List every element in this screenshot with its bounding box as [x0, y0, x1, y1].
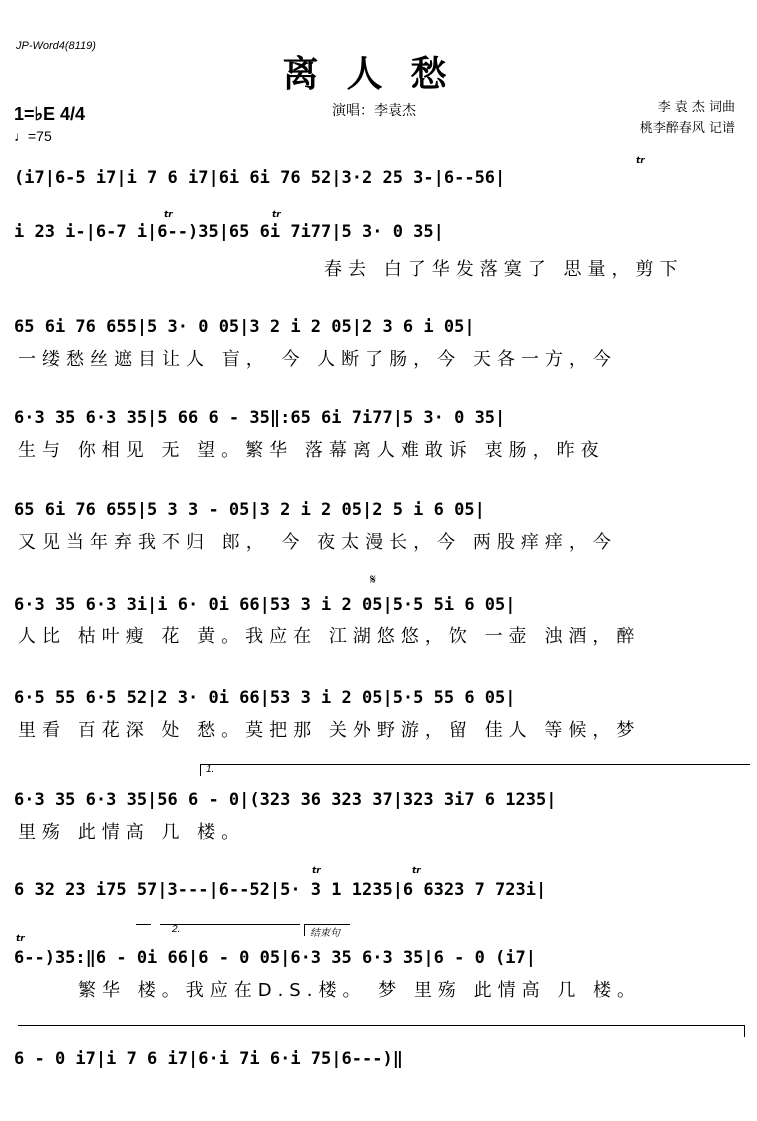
- segno-mark: 𝄋: [370, 571, 377, 587]
- notation-line: i 23 i-|6-7 i|6--)35|65 6i 7i77|5 3· 0 35|: [14, 222, 444, 242]
- notation-line: 6·5 55 6·5 52|2 3· 0i 66|53 3 i 2 05|5·5 55 6 05|: [14, 688, 516, 708]
- volta-bracket: [160, 924, 300, 925]
- ending-bracket-start: [304, 924, 305, 936]
- score-row: [14, 866, 744, 910]
- score-row: [14, 924, 744, 978]
- continuation-bracket: [18, 1025, 744, 1026]
- continuation-bracket-end: [744, 1025, 745, 1037]
- notation-line: 6·3 35 6·3 3i|i 6· 0i 66|53 3 i 2 05|5·5 5i 6 05|: [14, 595, 516, 615]
- lyric-line: 一缕愁丝遮目让人 盲， 今 人断了肠，今 天各一方，今: [18, 349, 617, 370]
- notation-line: 6 - 0 i7|i 7 6 i7|6·i 7i 6·i 75|6---)‖: [14, 1049, 403, 1069]
- lyric-line: 人比 枯叶瘦 花 黄。我应在 江湖悠悠，饮 一壶 浊酒，醉: [18, 626, 641, 647]
- trill-mark: tr: [636, 156, 645, 166]
- volta-1-label: 1.: [206, 764, 215, 775]
- lyric-line: 里殇 此情高 几 楼。: [18, 822, 246, 843]
- volta-2-label: 2.: [172, 924, 181, 935]
- ending-label: 结束句: [310, 928, 340, 939]
- lyric-line: 繁华 楼。我应在D.S.楼。 梦 里殇 此情高 几 楼。: [78, 980, 642, 1001]
- notation-line: (i7|6-5 i7|i 7 6 i7|6i 6i 76 52|3·2 25 3-|6--56|: [14, 168, 506, 188]
- lyric-line: 里看 百花深 处 愁。莫把那 关外野游，留 佳人 等候，梦: [18, 720, 641, 741]
- singer-credit: 演唱：李袁杰: [332, 103, 416, 119]
- score-row: [14, 156, 744, 198]
- score-row: [14, 1045, 744, 1079]
- trill-mark: tr: [312, 866, 321, 876]
- score-row: [14, 404, 744, 438]
- score-row: [14, 210, 744, 252]
- score-row: [14, 684, 744, 718]
- score-row: [14, 764, 744, 820]
- lyric-line: 春去 白了华发落寞了 思量，剪下: [324, 259, 684, 280]
- trill-mark: tr: [164, 210, 173, 220]
- composer-credit: 李 袁 杰 词曲: [657, 100, 735, 115]
- trill-mark: tr: [16, 934, 25, 944]
- volta-bracket-end: [200, 764, 201, 776]
- lyric-line: 生与 你相见 无 望。繁华 落幕离人难敢诉 衷肠，昨夜: [18, 440, 605, 461]
- tempo-marking: ♩=75: [14, 128, 52, 144]
- score-row: [14, 496, 744, 530]
- notation-line: 65 6i 76 655|5 3 3 - 05|3 2 i 2 05|2 5 i 6 05|: [14, 500, 485, 520]
- volta-bracket: [200, 764, 750, 765]
- key-signature: 1=♭E 4/4: [14, 104, 86, 124]
- score-row: [14, 571, 744, 625]
- notation-line: 6--)35:‖6 - 0i 66|6 - 0 05|6·3 35 6·3 35|6 - 0 (i7|: [14, 948, 536, 968]
- page-title: 离人愁: [282, 54, 475, 95]
- notation-line: 6·3 35 6·3 35|56 6 - 0|(323 36 323 37|323 3i7 6 1235|: [14, 790, 557, 810]
- notation-line: 65 6i 76 655|5 3· 0 05|3 2 i 2 05|2 3 6 i 05|: [14, 317, 475, 337]
- trill-mark: tr: [272, 210, 281, 220]
- volta-bracket: [136, 924, 151, 925]
- notation-line: 6·3 35 6·3 35|5 66 6 - 35‖:65 6i 7i77|5 3· 0 35|: [14, 408, 506, 428]
- lyric-line: 又见当年弃我不归 郎， 今 夜太漫长，今 两股痒痒，今: [18, 532, 617, 553]
- notation-line: 6 32 23 i75 57|3---|6--52|5· 3 1 1235|6 6323 7 723i|: [14, 880, 547, 900]
- transcriber-credit: 桃李醉春风 记谱: [639, 121, 735, 136]
- score-row: [14, 313, 744, 347]
- trill-mark: tr: [412, 866, 421, 876]
- source-label: JP-Word4(8119): [16, 40, 96, 52]
